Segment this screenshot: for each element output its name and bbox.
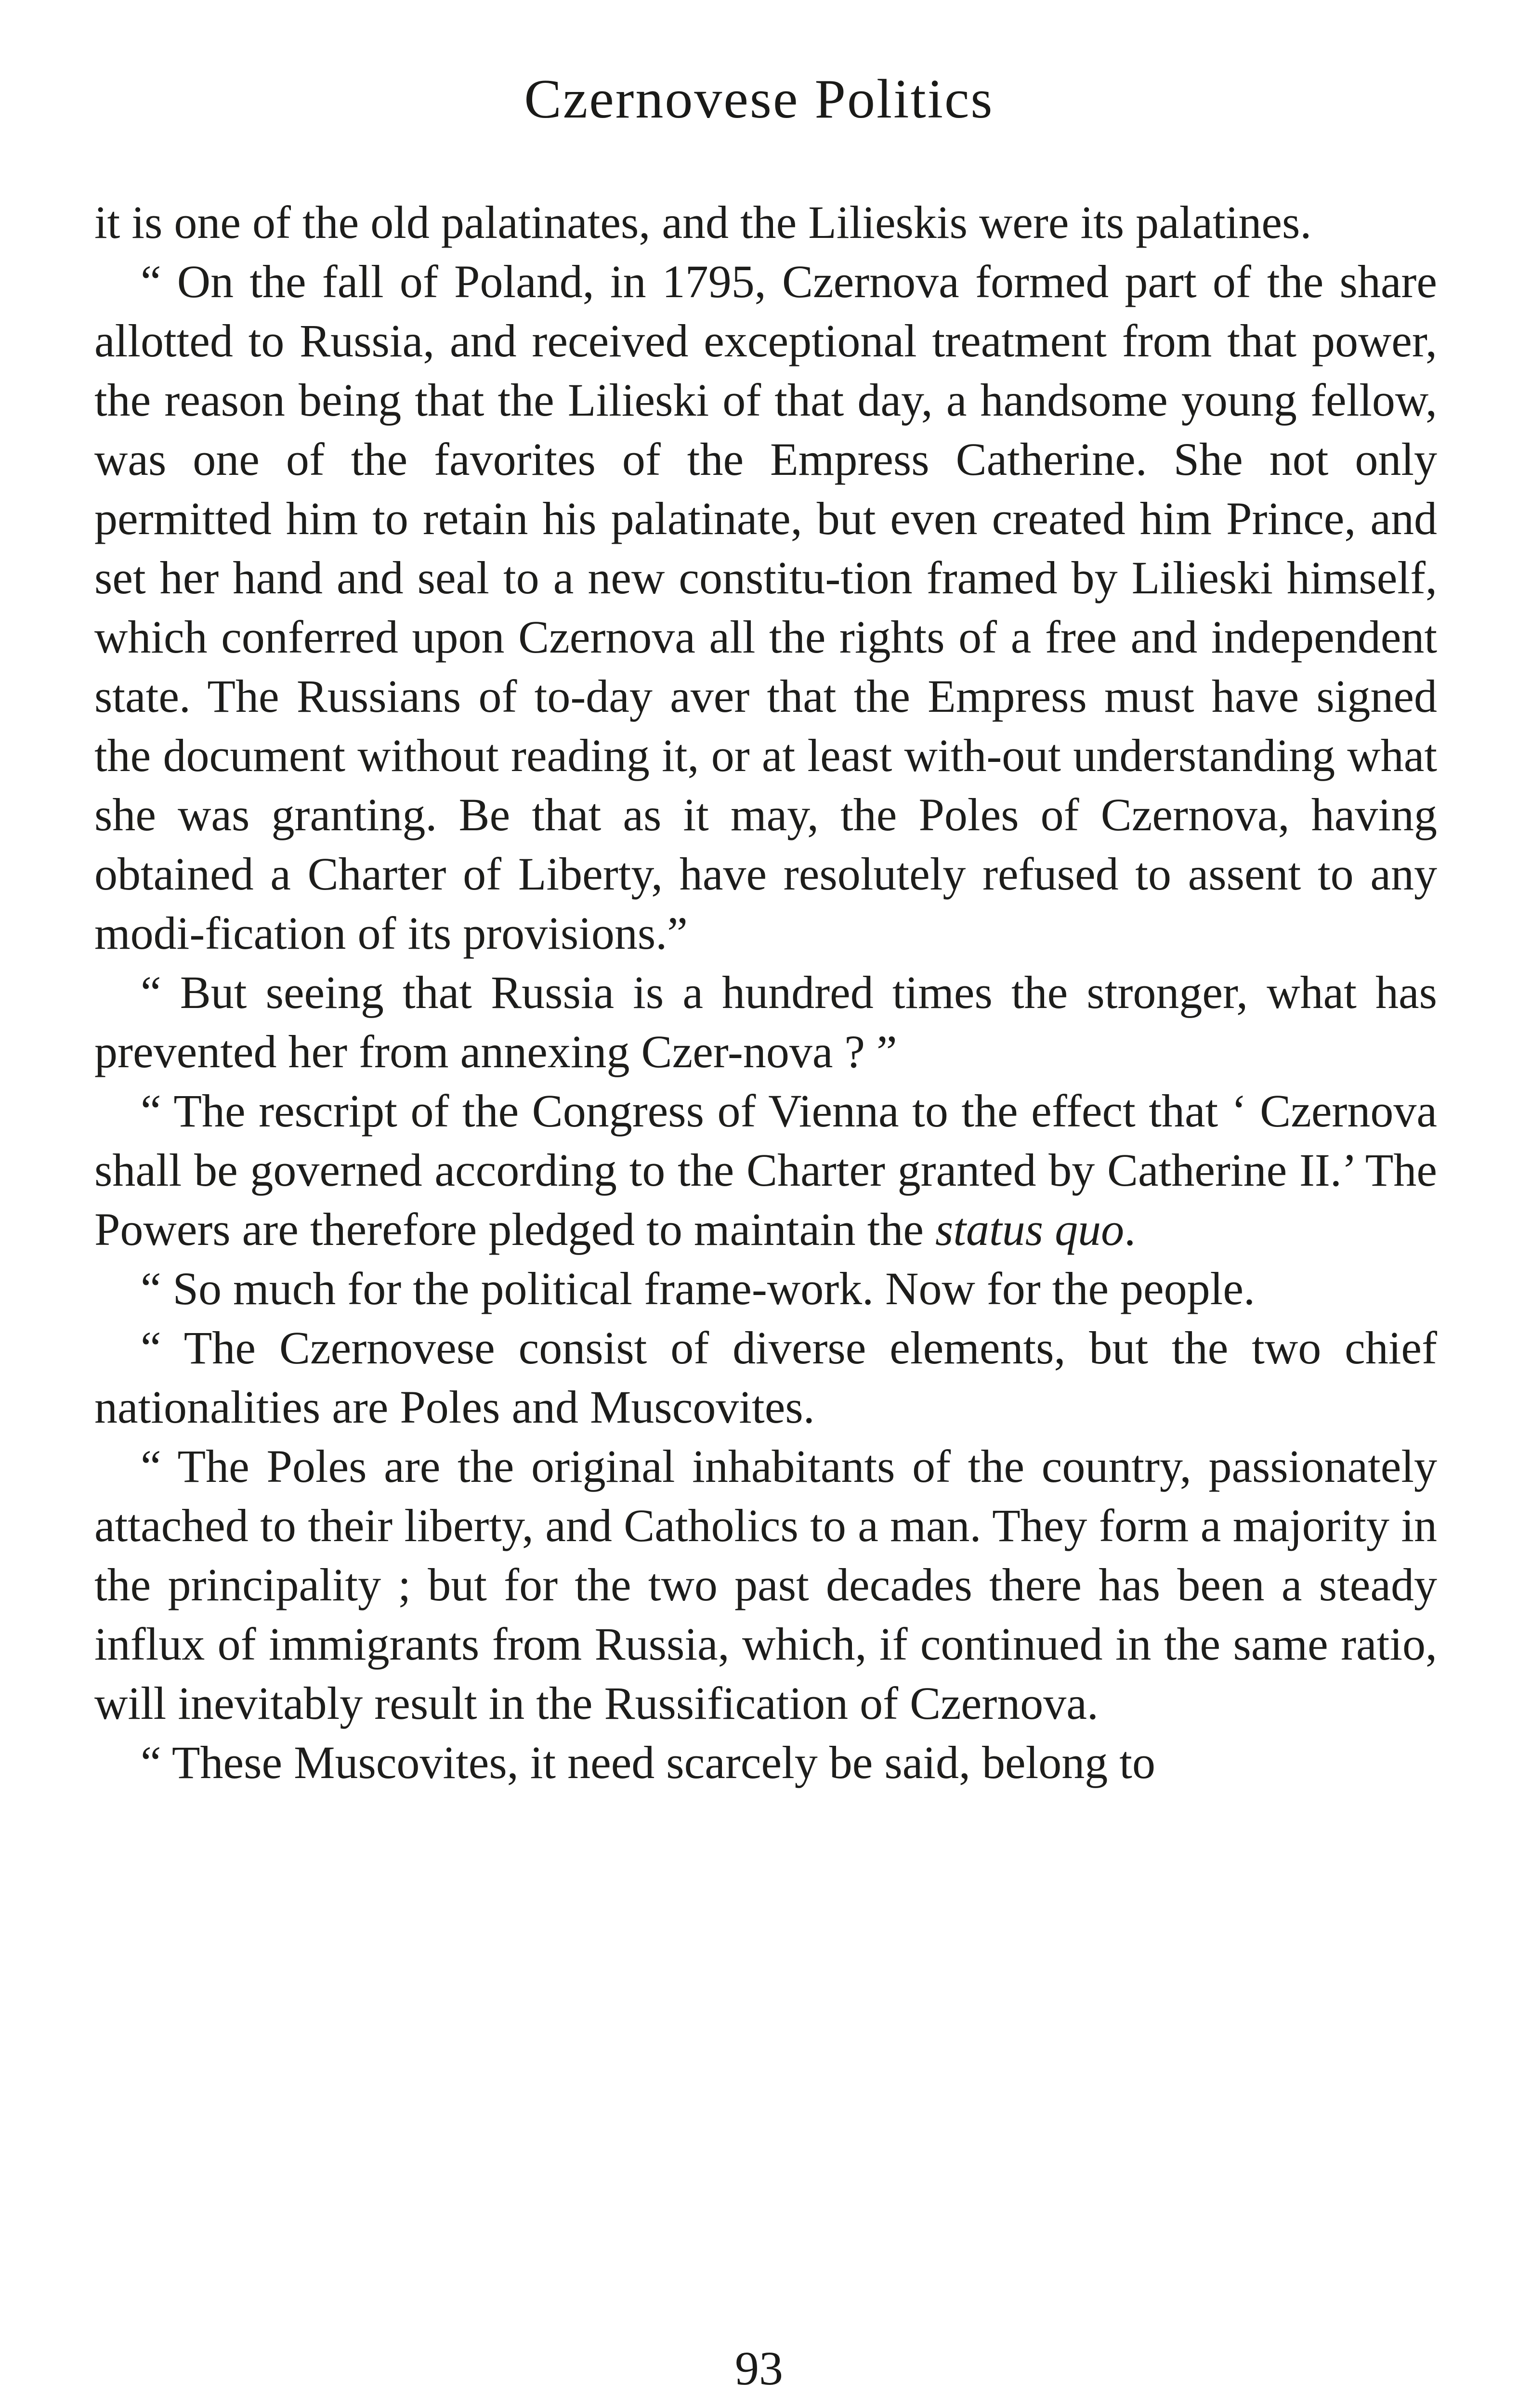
page-number: 93 [735,2342,783,2395]
paragraph-8: “ These Muscovites, it need scarcely be said, belong to [141,1737,1155,1788]
paragraph-7: “ The Poles are the original inhabitants of the country, passionately attached to their liberty, and Catholics to a man. They form a majority in the principality ; but for the two past decades there has been a steady influx of immigrants from Russia, which, if continued in the same ratio, will inevitably result in the Russification of Czernova. [94,1440,1437,1729]
paragraph-2: “ On the fall of Poland, in 1795, Czernova formed part of the share allotted to Russia, and received exceptional treatment from that power, the reason being that the Lilieski of that day, a handsome young fellow, was one of the favorites of the Empress Catherine. She not only permitted him to retain his palatinate, but even created him Prince, and set her hand and seal to a new constitu-tion framed by Lilieski himself, which conferred upon Czernova all the rights of a free and independent state. The Russians of to-day aver that the Empress must have signed the document without reading it, or at least with-out understanding what she was granting. Be that as it may, the Poles of Czernova, having obtained a Charter of Liberty, have resolutely refused to assent to any modi-fication of its provisions.” [94,256,1437,959]
running-head: Czernovese Politics [524,68,994,130]
paragraph-3: “ But seeing that Russia is a hundred times the stronger, what has prevented her from annexing Czer-nova ? ” [94,967,1437,1077]
paragraph-5: “ So much for the political frame-work. Now for the people. [141,1263,1255,1314]
paragraph-1: it is one of the old palatinates, and the Lilieskis were its palatines. [94,196,1312,248]
paragraph-4 [94,1081,1437,1259]
paragraph-4-text: “ The rescript of the Congress of Vienna to the effect that ‘ Czernova shall be governed according to the Charter granted by Catherine II.’ The Powers are therefore pledged to maintain the [94,1085,1437,1255]
paragraph-6: “ The Czernovese consist of diverse elements, but the two chief nationalities are Poles and Muscovites. [94,1322,1437,1433]
body-text [94,193,1437,1792]
paragraph-4-end: . [1124,1204,1136,1255]
italic-status-quo: status quo [935,1204,1125,1255]
